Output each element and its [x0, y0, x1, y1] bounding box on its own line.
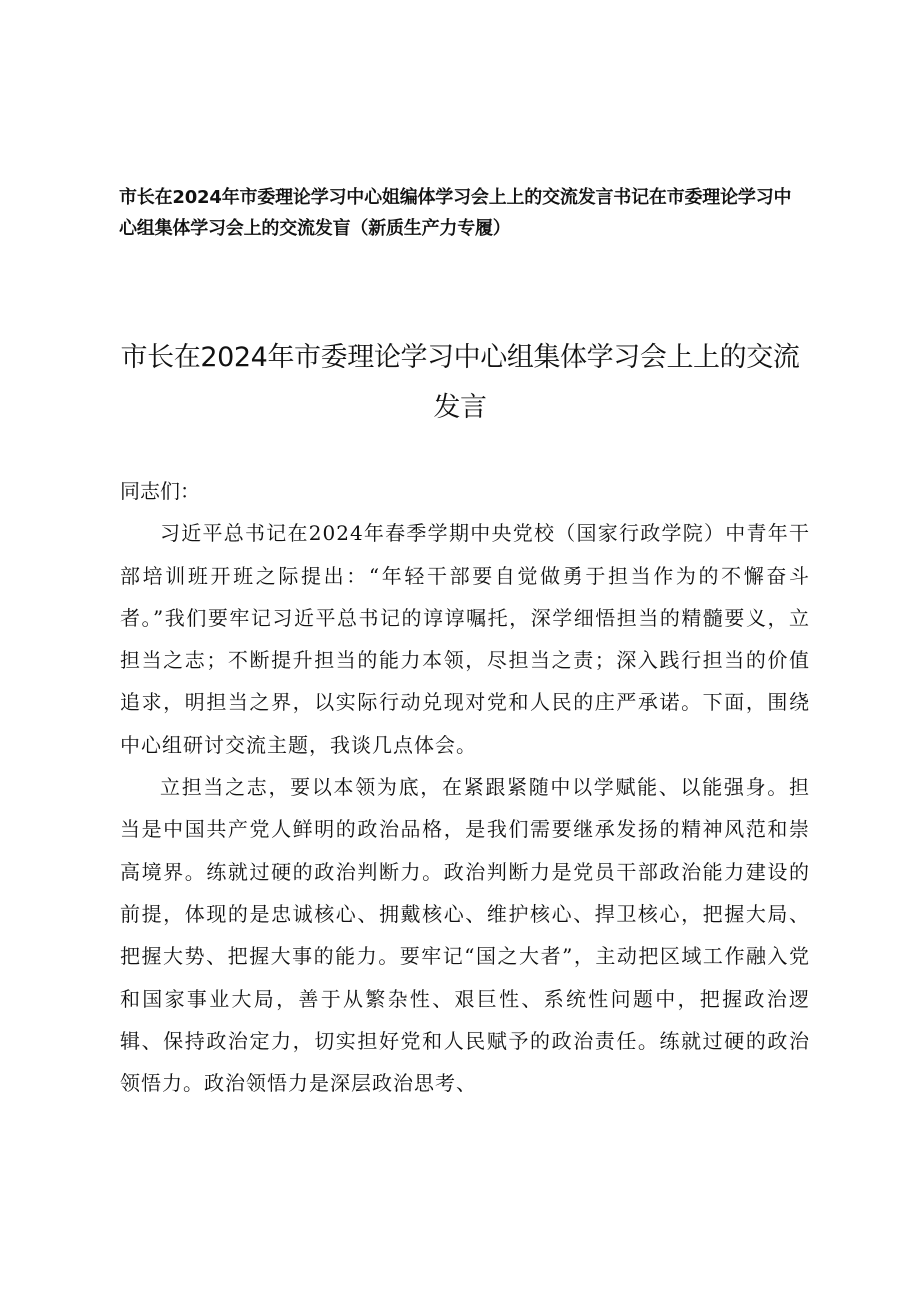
body-paragraph-1: 习近平总书记在2024年春季学期中央党校（国家行政学院）中青年干部培训班开班之际提出：“年轻干部要自觉做勇于担当作为的不懈奋斗者。”我们要牢记习近平总书记的谆谆嘱托，深学细悟担当的精髓要义，立担当之志；不断提升担当的能力本领，尽担当之责；深入践行担当的价值追求，明担当之界，以实际行动兑现对党和人民的庄严承诺。下面，围绕中心组研讨交流主题，我谈几点体会。: [120, 521, 810, 757]
salutation: 同志们：: [120, 479, 200, 503]
document-title: 市长在2024年市委理论学习中心组集体学习会上上的交流发言: [120, 342, 800, 423]
document-body: [120, 470, 810, 1104]
document-header: 市长在2024年市委理论学习中心姐编体学习会上上的交流发言书记在市委理论学习中心组集体学习会上的交流发盲（新质生产力专履）: [119, 187, 792, 239]
body-paragraph-2: 立担当之志，要以本领为底，在紧跟紧随中以学赋能、以能强身。担当是中国共产党人鲜明的政治品格，是我们需要继承发扬的精神风范和崇高境界。练就过硬的政治判断力。政治判断力是党员干部政治能力建设的前提，体现的是忠诚核心、拥戴核心、维护核心、捍卫核心，把握大局、把握大势、把握大事的能力。要牢记“国之大者”，主动把区域工作融入党和国家事业大局，善于从繁杂性、艰巨性、系统性问题中，把握政治逻辑、保持政治定力，切实担好党和人民赋予的政治责任。练就过硬的政治领悟力。政治领悟力是深层政治思考、: [120, 775, 810, 1096]
